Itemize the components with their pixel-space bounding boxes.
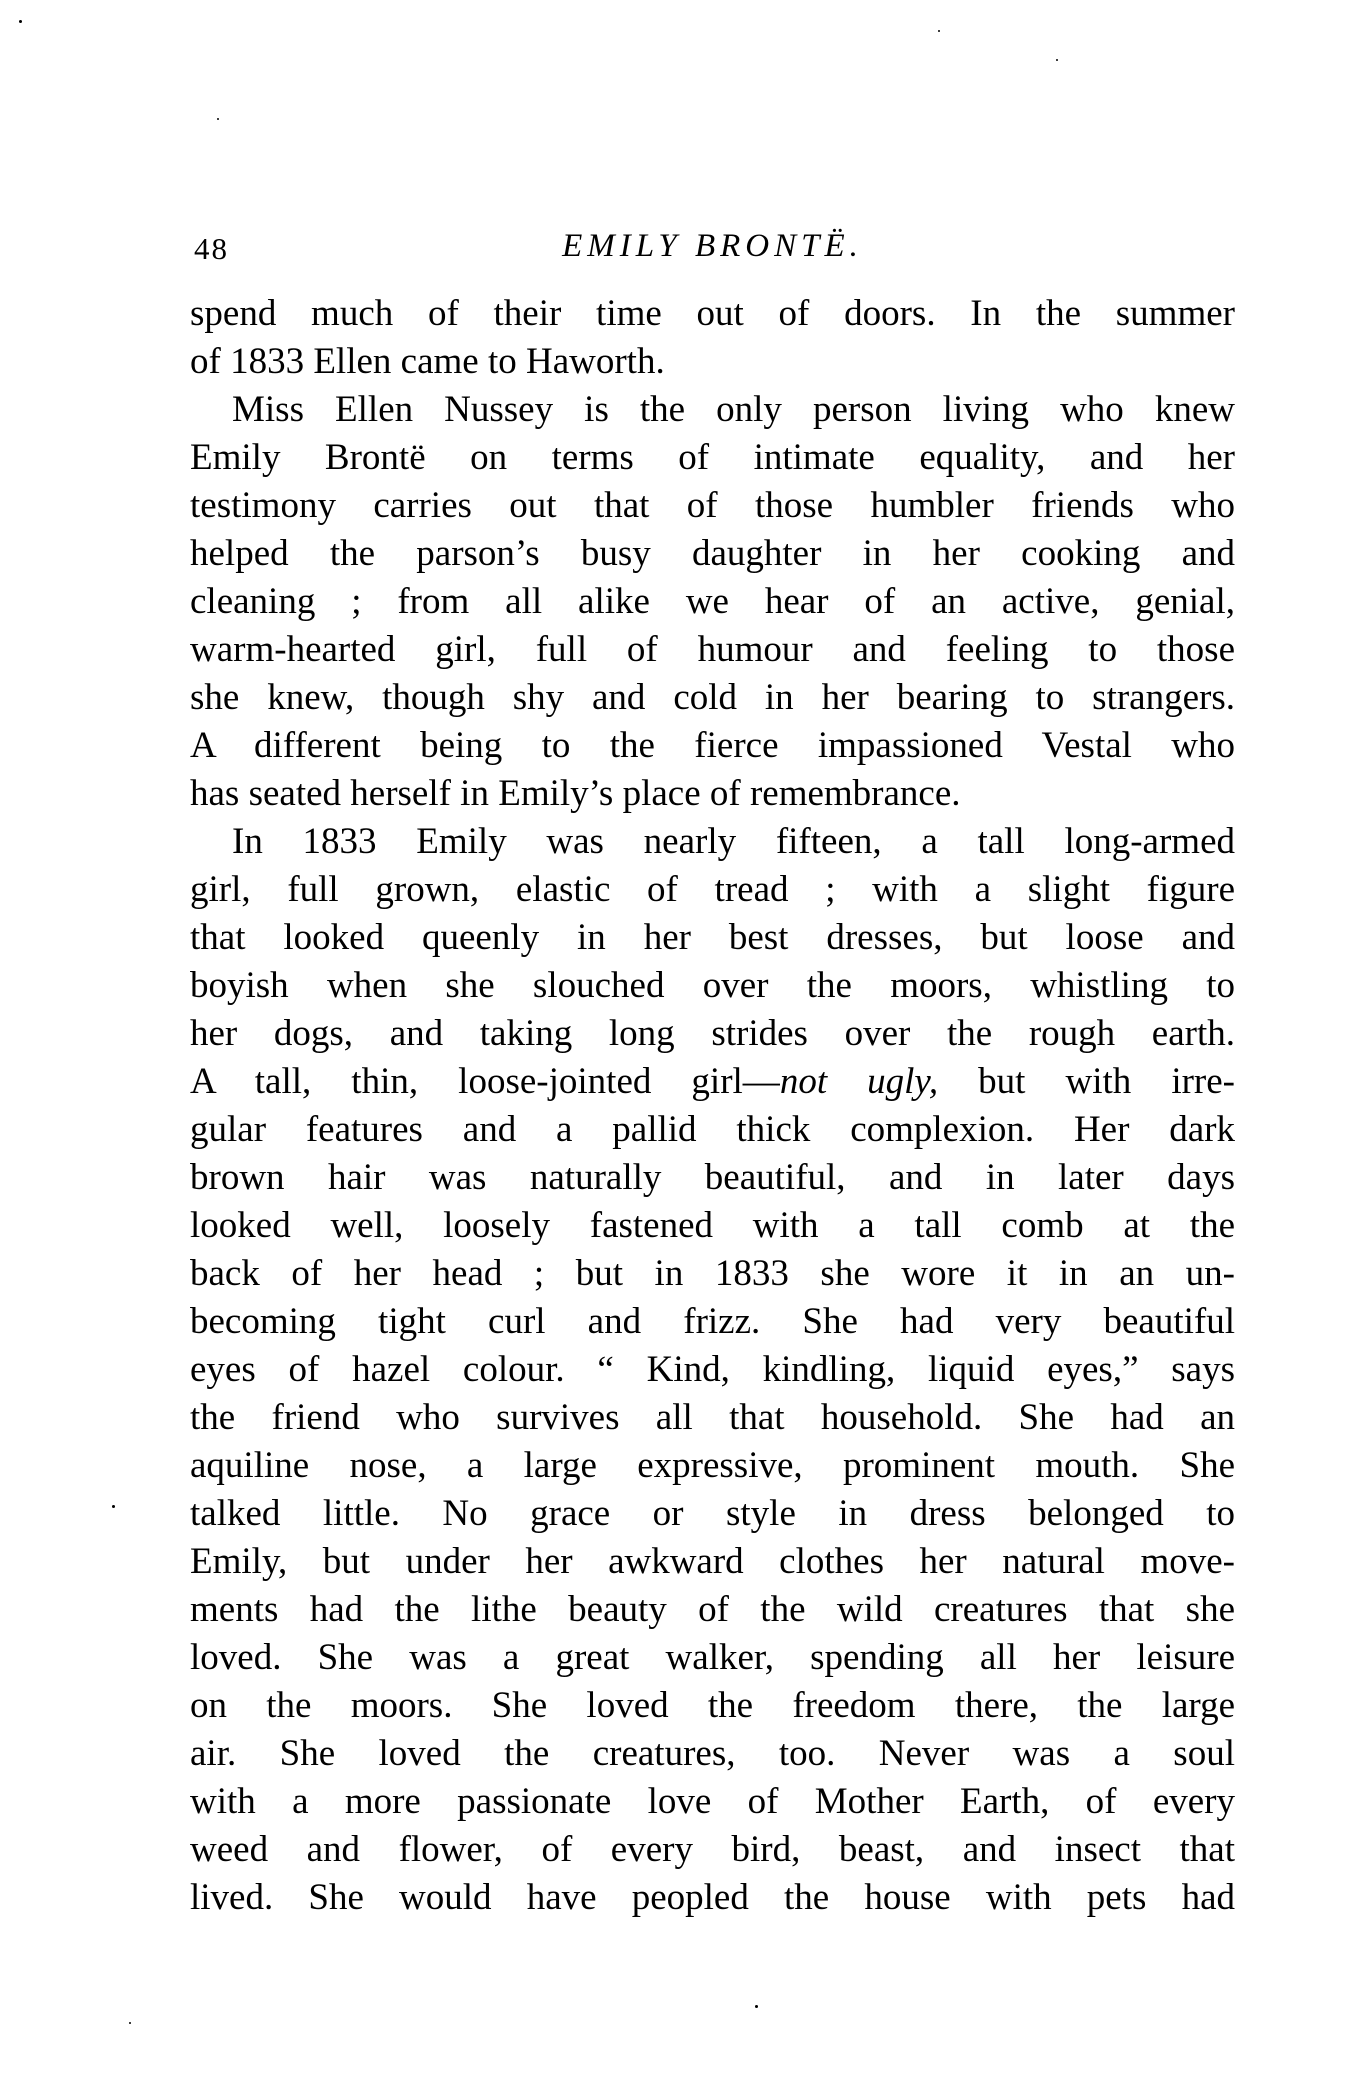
text-line: loved. She was a great walker, spending all her leisure [190,1637,1235,1678]
scan-speck [19,20,22,23]
text-line: spend much of their time out of doors. In the summer [190,293,1235,334]
text-line: eyes of hazel colour. “ Kind, kindling, liquid eyes,” says [190,1349,1235,1390]
italic-phrase: not ugly, [779,1061,939,1102]
text-line: becoming tight curl and frizz. She had very beautiful [190,1301,1235,1342]
text-line: Emily, but under her awkward clothes her natural move- [190,1541,1235,1582]
text-line: warm-hearted girl, full of humour and feeling to those [190,629,1235,670]
scan-speck [217,118,219,120]
text-line: talked little. No grace or style in dress belonged to [190,1493,1235,1534]
scan-speck [755,2005,758,2008]
text-line: that looked queenly in her best dresses, but loose and [190,917,1235,958]
text-line: gular features and a pallid thick complexion. Her dark [190,1109,1235,1150]
scan-speck [112,1505,115,1508]
scan-speck [938,30,940,32]
text-line: helped the parson’s busy daughter in her cooking and [190,533,1235,574]
text-line: of 1833 Ellen came to Haworth. [190,341,665,382]
text-line: brown hair was naturally beautiful, and in later days [190,1157,1235,1198]
text-line: has seated herself in Emily’s place of remembrance. [190,773,961,814]
text-line: aquiline nose, a large expressive, prominent mouth. She [190,1445,1235,1486]
running-title: EMILY BRONTË. [562,228,863,264]
text-line: lived. She would have peopled the house with pets had [190,1877,1235,1918]
text-line: ments had the lithe beauty of the wild creatures that she [190,1589,1235,1630]
scan-speck [1056,59,1058,61]
text-line: A different being to the fierce impassioned Vestal who [190,725,1235,766]
text-line: testimony carries out that of those humbler friends who [190,485,1235,526]
page-number: 48 [194,231,229,266]
page-header [190,228,1235,270]
text-line: with a more passionate love of Mother Earth, of every [190,1781,1235,1822]
text-line: the friend who survives all that household. She had an [190,1397,1235,1438]
text-line: A tall, thin, loose-jointed girl—not ugly, but with irre- [190,1061,1235,1102]
text-line: cleaning ; from all alike we hear of an active, genial, [190,581,1235,622]
text-line: Miss Ellen Nussey is the only person living who knew [232,389,1235,430]
text-line: her dogs, and taking long strides over the rough earth. [190,1013,1235,1054]
scan-speck [129,2022,131,2024]
text-line: In 1833 Emily was nearly fifteen, a tall long-armed [232,821,1235,862]
text-line: looked well, loosely fastened with a tall comb at the [190,1205,1235,1246]
text-line: air. She loved the creatures, too. Never was a soul [190,1733,1235,1774]
text-line: weed and flower, of every bird, beast, and insect that [190,1829,1235,1870]
text-line: she knew, though shy and cold in her bearing to strangers. [190,677,1235,718]
text-block [190,290,1235,1922]
text-line: girl, full grown, elastic of tread ; with a slight figure [190,869,1235,910]
text-line: boyish when she slouched over the moors, whistling to [190,965,1235,1006]
text-line: Emily Brontë on terms of intimate equality, and her [190,437,1235,478]
text-line: on the moors. She loved the freedom there, the large [190,1685,1235,1726]
text-line: back of her head ; but in 1833 she wore it in an un- [190,1253,1235,1294]
